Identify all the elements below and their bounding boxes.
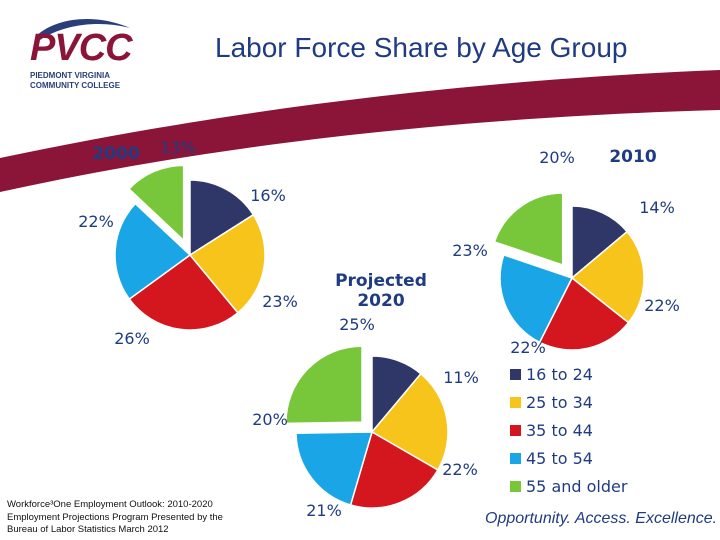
source-note: Workforce³One Employment Outlook: 2010-2020 Employment Projections Program Presented by the Bureau of Labor Statistics March 2012: [7, 499, 223, 535]
label-2010-16-to-24: 14%: [639, 198, 675, 217]
label-projected-2020-45-to-54: 20%: [252, 410, 288, 429]
chart-title-projected-2020-line-2: 2020: [357, 291, 405, 311]
slice-2010-55-and-older: [494, 193, 562, 265]
legend-swatch-35-to-44: [510, 425, 521, 436]
legend-swatch-55-and-older: [510, 481, 521, 492]
legend-label-45-to-54: 45 to 54: [526, 449, 593, 468]
legend-swatch-45-to-54: [510, 453, 521, 464]
logo-line-1: PIEDMONT VIRGINIA: [30, 71, 111, 80]
chart-title-2010: 2010: [609, 147, 657, 167]
label-projected-2020-35-to-44: 21%: [306, 501, 342, 520]
legend-label-25-to-34: 25 to 34: [526, 393, 593, 412]
legend-label-55-and-older: 55 and older: [526, 477, 628, 496]
label-2010-35-to-44: 22%: [510, 338, 546, 357]
label-2000-55-and-older: 13%: [160, 138, 196, 157]
page-title: Labor Force Share by Age Group: [215, 32, 628, 63]
slice-projected-2020-55-and-older: [286, 346, 362, 423]
legend-label-35-to-44: 35 to 44: [526, 421, 593, 440]
legend-label-16-to-24: 16 to 24: [526, 365, 593, 384]
label-2000-35-to-44: 26%: [114, 329, 150, 348]
label-2000-16-to-24: 16%: [250, 186, 286, 205]
label-projected-2020-25-to-34: 22%: [442, 460, 478, 479]
label-2000-25-to-34: 23%: [262, 292, 298, 311]
tagline: Opportunity. Access. Excellence.: [485, 510, 718, 527]
label-2010-45-to-54: 23%: [452, 241, 488, 260]
legend-swatch-16-to-24: [510, 369, 521, 380]
legend-swatch-25-to-34: [510, 397, 521, 408]
label-2010-25-to-34: 22%: [644, 296, 680, 315]
logo-line-2: COMMUNITY COLLEGE: [30, 81, 121, 90]
label-projected-2020-55-and-older: 25%: [339, 315, 375, 334]
label-projected-2020-16-to-24: 11%: [443, 368, 479, 387]
logo-name: PVCC: [30, 27, 132, 69]
label-2000-45-to-54: 22%: [78, 212, 114, 231]
chart-title-2000: 2000: [92, 144, 140, 164]
legend: [510, 365, 628, 496]
label-2010-55-and-older: 20%: [539, 148, 575, 167]
pie-chart-2010: [452, 147, 680, 357]
chart-title-projected-2020: Projected: [335, 271, 427, 291]
pie-chart-2000: [78, 138, 298, 348]
